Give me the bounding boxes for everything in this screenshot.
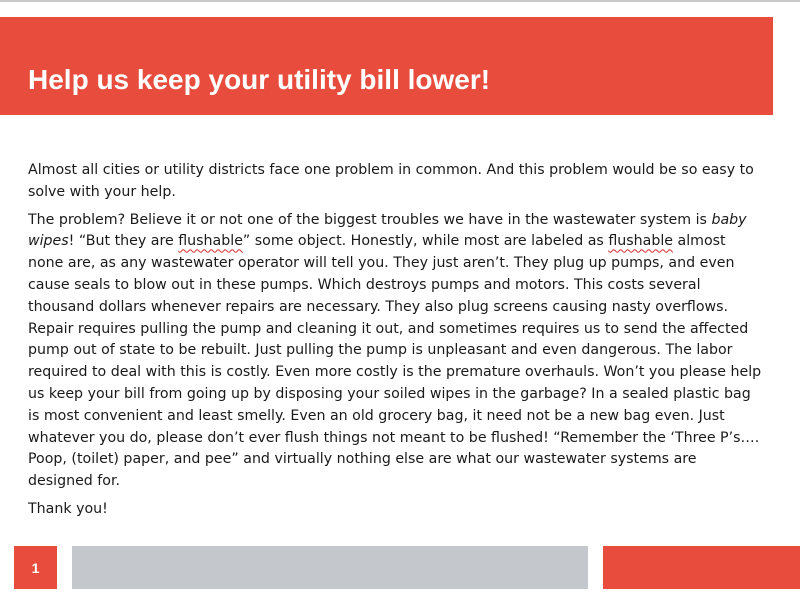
top-rule bbox=[0, 0, 800, 2]
problem-text-middle: ” some object. Honestly, while most are labeled as bbox=[242, 233, 609, 250]
intro-paragraph: Almost all cities or utility districts face one problem in common. And this problem would be so easy to solve with your help. bbox=[28, 162, 754, 200]
baby-wipes-emphasis: baby wipes bbox=[28, 211, 747, 250]
problem-text-rest: almost none are, as any wastewater operator will tell you. They just aren’t. They plug up pumps, and even cause seals to blow out in these pumps. Which destroys pumps and motors. This costs several thousand dollars whenever repairs are necessary. They also plug screens causing nasty overflows. Repair requires pulling the pump and cleaning it out, and sometimes requires us to send the affected pump out of state to be rebuilt. Just pulling the pump is unpleasant and even dangerous. The labor required to deal with this is costly. Even more costly is the premature overhauls. Won’t you please help us keep your bill from going up by disposing your soiled wipes in the garbage? In a sealed plastic bag is most convenient and least smelly. Even an old grocery bag, it need not be a new bag even. Just whatever you do, please don’t ever flush things not meant to be flushed! “Remember the ‘Three P’s…. Poop, (toilet) paper, and pee” and virtually nothing else are what our wastewater systems are designed for. bbox=[28, 233, 762, 490]
document-body bbox=[28, 160, 763, 527]
page-number-badge bbox=[14, 546, 57, 589]
closing-line: Thank you! bbox=[28, 500, 108, 517]
page-number: 1 bbox=[31, 559, 40, 576]
problem-text-start: The problem? Believe it or not one of the biggest troubles we have in the wastewater system is bbox=[28, 211, 712, 228]
problem-text-quote: ! “But they are bbox=[68, 233, 179, 250]
spellcheck-flushable-1[interactable]: flushable bbox=[178, 233, 243, 250]
problem-paragraph bbox=[28, 210, 763, 493]
footer-red-bar bbox=[603, 546, 800, 589]
spellcheck-flushable-2[interactable]: flushable bbox=[608, 233, 674, 250]
page-title: Help us keep your utility bill lower! bbox=[28, 64, 491, 95]
footer-gray-bar bbox=[72, 546, 588, 589]
